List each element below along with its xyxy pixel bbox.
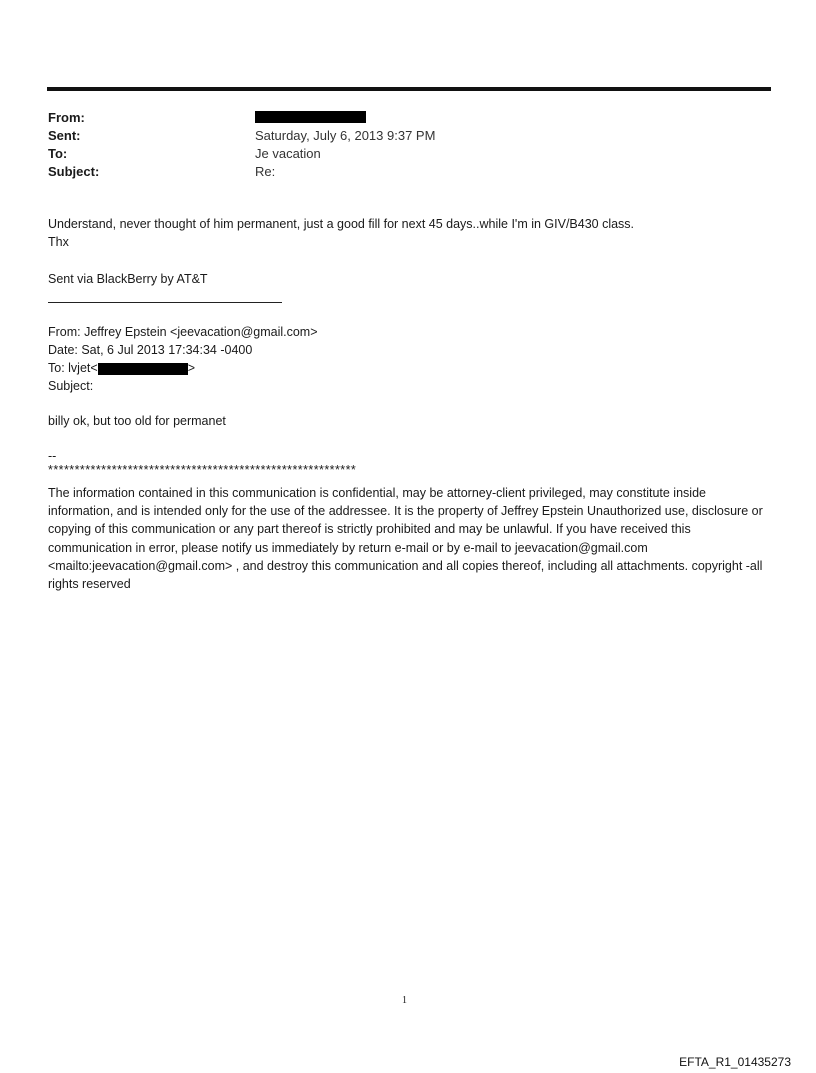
separator-line <box>48 302 282 303</box>
top-rule <box>47 87 771 91</box>
quoted-date: Date: Sat, 6 Jul 2013 17:34:34 -0400 <box>48 343 253 357</box>
star-divider: ********************************************************** <box>48 463 357 477</box>
subject-row <box>48 162 748 180</box>
subject-label: Subject: <box>48 163 100 179</box>
from-label: From: <box>48 109 85 125</box>
reply-line-1: Understand, never thought of him permanent, just a good fill for next 45 days..while I'm in GIV/B430 class. <box>48 217 635 231</box>
page-number: 1 <box>402 995 407 1006</box>
quoted-to-prefix: To: lvjet< <box>48 361 98 375</box>
to-value: Je vacation <box>255 145 321 161</box>
sent-value: Saturday, July 6, 2013 9:37 PM <box>255 127 436 143</box>
to-label: To: <box>48 145 68 161</box>
signature-dashes: -- <box>48 449 57 463</box>
quoted-message <box>48 412 768 430</box>
quoted-header <box>48 323 768 395</box>
reply-line-2: Thx <box>48 235 69 249</box>
reply-body <box>48 215 768 251</box>
quoted-from: From: Jeffrey Epstein <jeevacation@gmail.com> <box>48 325 318 339</box>
redaction-box-to <box>98 363 188 375</box>
to-row <box>48 144 748 162</box>
quoted-to <box>48 359 768 377</box>
redaction-box-from <box>255 111 366 123</box>
quoted-subject: Subject: <box>48 379 94 393</box>
subject-value: Re: <box>255 163 276 179</box>
confidentiality-disclaimer: The information contained in this communication is confidential, may be attorney-client privileged, may constitute inside information, and is intended only for the use of the addressee. It is the property of Jeffrey Epstein Unauthorized use, disclosure or copying of this communication or any part thereof is strictly prohibited and may be unlawful. If you have received this communication in error, please notify us immediately by return e-mail or by e-mail to jeevacation@gmail.com <mailto:jeevacation@gmail.com> , and destroy this communication and all copies thereof, including all attachments. copyright -all rights reserved <box>48 486 763 592</box>
email-header <box>48 108 748 180</box>
sent-label: Sent: <box>48 127 81 143</box>
document-id: EFTA_R1_01435273 <box>679 1055 791 1069</box>
sent-row <box>48 126 748 144</box>
from-row <box>48 108 748 126</box>
quoted-message-text: billy ok, but too old for permanet <box>48 414 226 428</box>
blackberry-signature: Sent via BlackBerry by AT&T <box>48 272 208 286</box>
quoted-to-suffix: > <box>187 361 195 375</box>
signature-block <box>48 270 768 288</box>
